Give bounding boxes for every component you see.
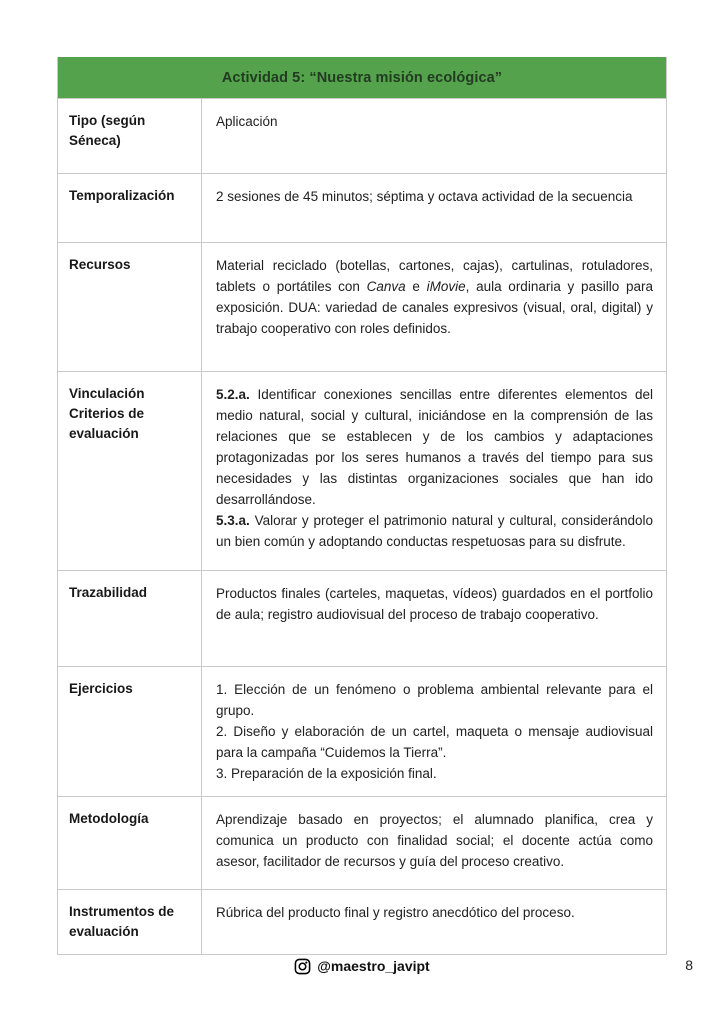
- table-row-temporalizacion: [58, 173, 666, 242]
- row-content: Productos finales (carteles, maquetas, vídeos) guardados en el portfolio de aula; registro audiovisual del proceso de trabajo cooperativo.: [216, 586, 653, 622]
- row-label: Tipo (según Séneca): [58, 99, 202, 173]
- table-row-recursos: [58, 242, 666, 371]
- row-label: Instrumentos de evaluación: [58, 890, 202, 954]
- row-content: 2 sesiones de 45 minutos; séptima y octava actividad de la secuencia: [216, 189, 633, 204]
- row-content: Aplicación: [216, 114, 278, 129]
- table-row-vinculacion-criterios: [58, 371, 666, 570]
- table-row-ejercicios: [58, 666, 666, 796]
- instagram-handle: @maestro_javipt: [317, 958, 430, 974]
- table-row-instrumentos-evaluacion: [58, 889, 666, 954]
- row-content: Rúbrica del producto final y registro anecdótico del proceso.: [216, 905, 575, 920]
- row-content: 5.2.a. Identificar conexiones sencillas entre diferentes elementos del medio natural, social y cultural, iniciándose en la comprensión de las relaciones que se establecen y de los cambios y adaptaciones protagonizadas por los seres humanos a través del tiempo para sus necesidades y las distintas organizaciones sociales que han ido desarrollándose. 5.3.a. Valorar y proteger el patrimonio natural y cultural, considerándolo un bien común y adoptando conductas respetuosas para su disfrute.: [216, 387, 653, 549]
- row-label: Recursos: [58, 243, 202, 371]
- row-label: Temporalización: [58, 174, 202, 242]
- instagram-icon: [294, 958, 311, 975]
- table-row-tipo: [58, 98, 666, 173]
- row-label: Vinculación Criterios de evaluación: [58, 372, 202, 570]
- row-label: Metodología: [58, 797, 202, 889]
- row-label: Trazabilidad: [58, 571, 202, 666]
- table-row-metodologia: [58, 796, 666, 889]
- row-content: Aprendizaje basado en proyectos; el alumnado planifica, crea y comunica un producto con finalidad social; el docente actúa como asesor, facilitador de recursos y guía del proceso creativo.: [216, 812, 653, 869]
- table-header: [58, 57, 666, 98]
- table-title: Actividad 5: “Nuestra misión ecológica”: [221, 69, 503, 86]
- page-footer: [0, 953, 724, 979]
- row-label: Ejercicios: [58, 667, 202, 796]
- activity-table: [57, 57, 667, 955]
- row-content: Material reciclado (botellas, cartones, cajas), cartulinas, rotuladores, tablets o portátiles con Canva e iMovie, aula ordinaria y pasillo para exposición. DUA: variedad de canales expresivos (visual, oral, digital) y trabajo cooperativo con roles definidos.: [216, 258, 653, 336]
- table-row-trazabilidad: [58, 570, 666, 666]
- page-number: 8: [685, 957, 693, 973]
- row-content: 1. Elección de un fenómeno o problema ambiental relevante para el grupo. 2. Diseño y elaboración de un cartel, maqueta o mensaje audiovisual para la campaña “Cuidemos la Tierra”. 3. Preparación de la exposición final.: [216, 682, 653, 781]
